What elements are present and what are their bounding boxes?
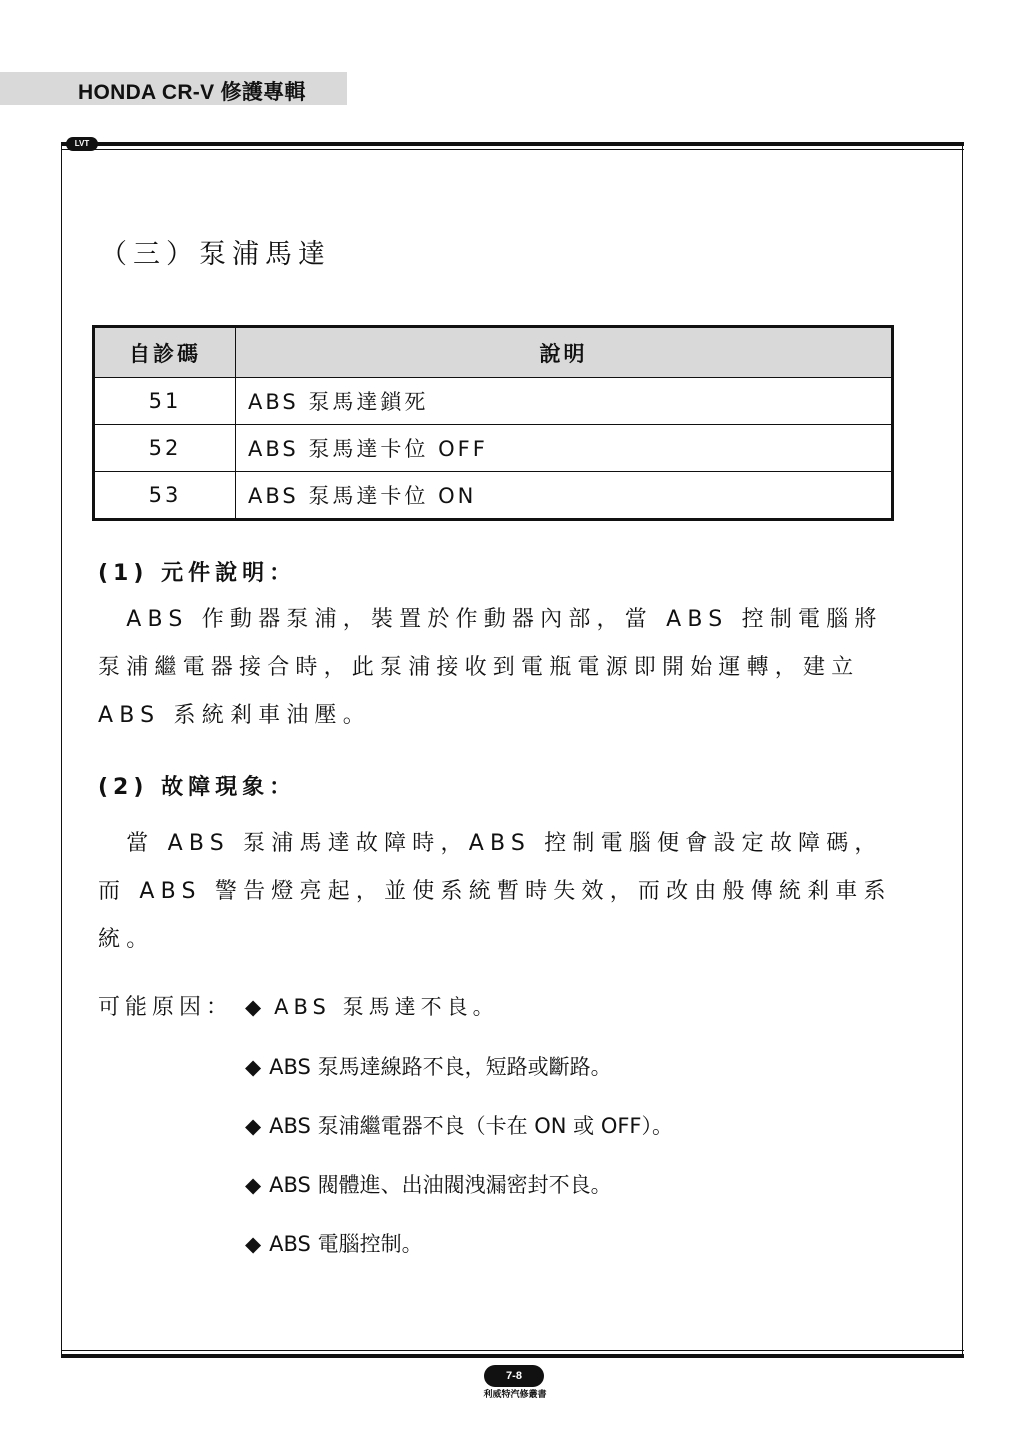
description-cell: ABS 泵馬達卡位 ON xyxy=(236,472,893,520)
section-heading: （三）泵浦馬達 xyxy=(100,239,331,270)
trouble-code-cell: 52 xyxy=(94,425,236,472)
book-title: HONDA CR-V 修護專輯 xyxy=(78,81,306,104)
diamond-bullet-icon: ◆ xyxy=(245,1055,262,1079)
page-number: 7-8 xyxy=(484,1365,544,1387)
cause-item xyxy=(245,991,499,1021)
cause-text: ABS 閥體進、出油閥洩漏密封不良。 xyxy=(269,1173,612,1197)
top-rule xyxy=(61,142,964,146)
table-row xyxy=(94,472,893,520)
paragraph-line: ABS 系統剎車油壓。 xyxy=(98,703,371,728)
possible-causes-label: 可能原因： xyxy=(98,995,234,1020)
diamond-bullet-icon: ◆ xyxy=(245,1173,262,1197)
publisher-logo-icon: LVT xyxy=(66,137,98,151)
trouble-code-table xyxy=(92,325,894,521)
cause-item xyxy=(245,1169,612,1199)
trouble-code-cell: 53 xyxy=(94,472,236,520)
table-row xyxy=(94,425,893,472)
cause-item xyxy=(245,1228,423,1258)
publisher-name: 利威特汽修叢書 xyxy=(483,1390,547,1400)
failure-symptom-text xyxy=(98,820,903,964)
top-rule-thin xyxy=(61,149,964,150)
cause-item xyxy=(245,1051,612,1081)
table-row xyxy=(94,378,893,425)
cause-text: ABS 泵浦繼電器不良（卡在 ON 或 OFF）。 xyxy=(269,1114,674,1138)
paragraph-line: 泵浦繼電器接合時，此泵浦接收到電瓶電源即開始運轉，建立 xyxy=(98,655,860,680)
table-header-row xyxy=(94,327,893,378)
paragraph-line: 統。 xyxy=(98,927,155,952)
diamond-bullet-icon: ◆ xyxy=(245,995,267,1019)
column-header-code: 自診碼 xyxy=(94,327,236,378)
paragraph-line: 當 ABS 泵浦馬達故障時，ABS 控制電腦便會設定故障碼， xyxy=(98,831,883,856)
bottom-rule-thin xyxy=(61,1350,964,1351)
cause-text: ABS 泵馬達線路不良，短路或斷路。 xyxy=(269,1055,612,1079)
cause-text: ABS 電腦控制。 xyxy=(269,1232,423,1256)
column-header-description: 說明 xyxy=(236,327,893,378)
paragraph-line: 而 ABS 警告燈亮起，並使系統暫時失效，而改由般傳統剎車系 xyxy=(98,879,892,904)
cause-item xyxy=(245,1110,673,1140)
failure-symptom-heading: (2) 故障現象： xyxy=(98,775,297,800)
description-cell: ABS 泵馬達卡位 OFF xyxy=(236,425,893,472)
paragraph-line: ABS 作動器泵浦，裝置於作動器內部，當 ABS 控制電腦將 xyxy=(98,607,883,632)
description-cell: ABS 泵馬達鎖死 xyxy=(236,378,893,425)
cause-text: ABS 泵馬達不良。 xyxy=(274,995,499,1019)
diamond-bullet-icon: ◆ xyxy=(245,1114,262,1138)
component-description-heading: (1) 元件說明： xyxy=(98,561,297,586)
component-description-text xyxy=(98,596,903,740)
diamond-bullet-icon: ◆ xyxy=(245,1232,262,1256)
bottom-rule xyxy=(61,1354,964,1358)
trouble-code-cell: 51 xyxy=(94,378,236,425)
